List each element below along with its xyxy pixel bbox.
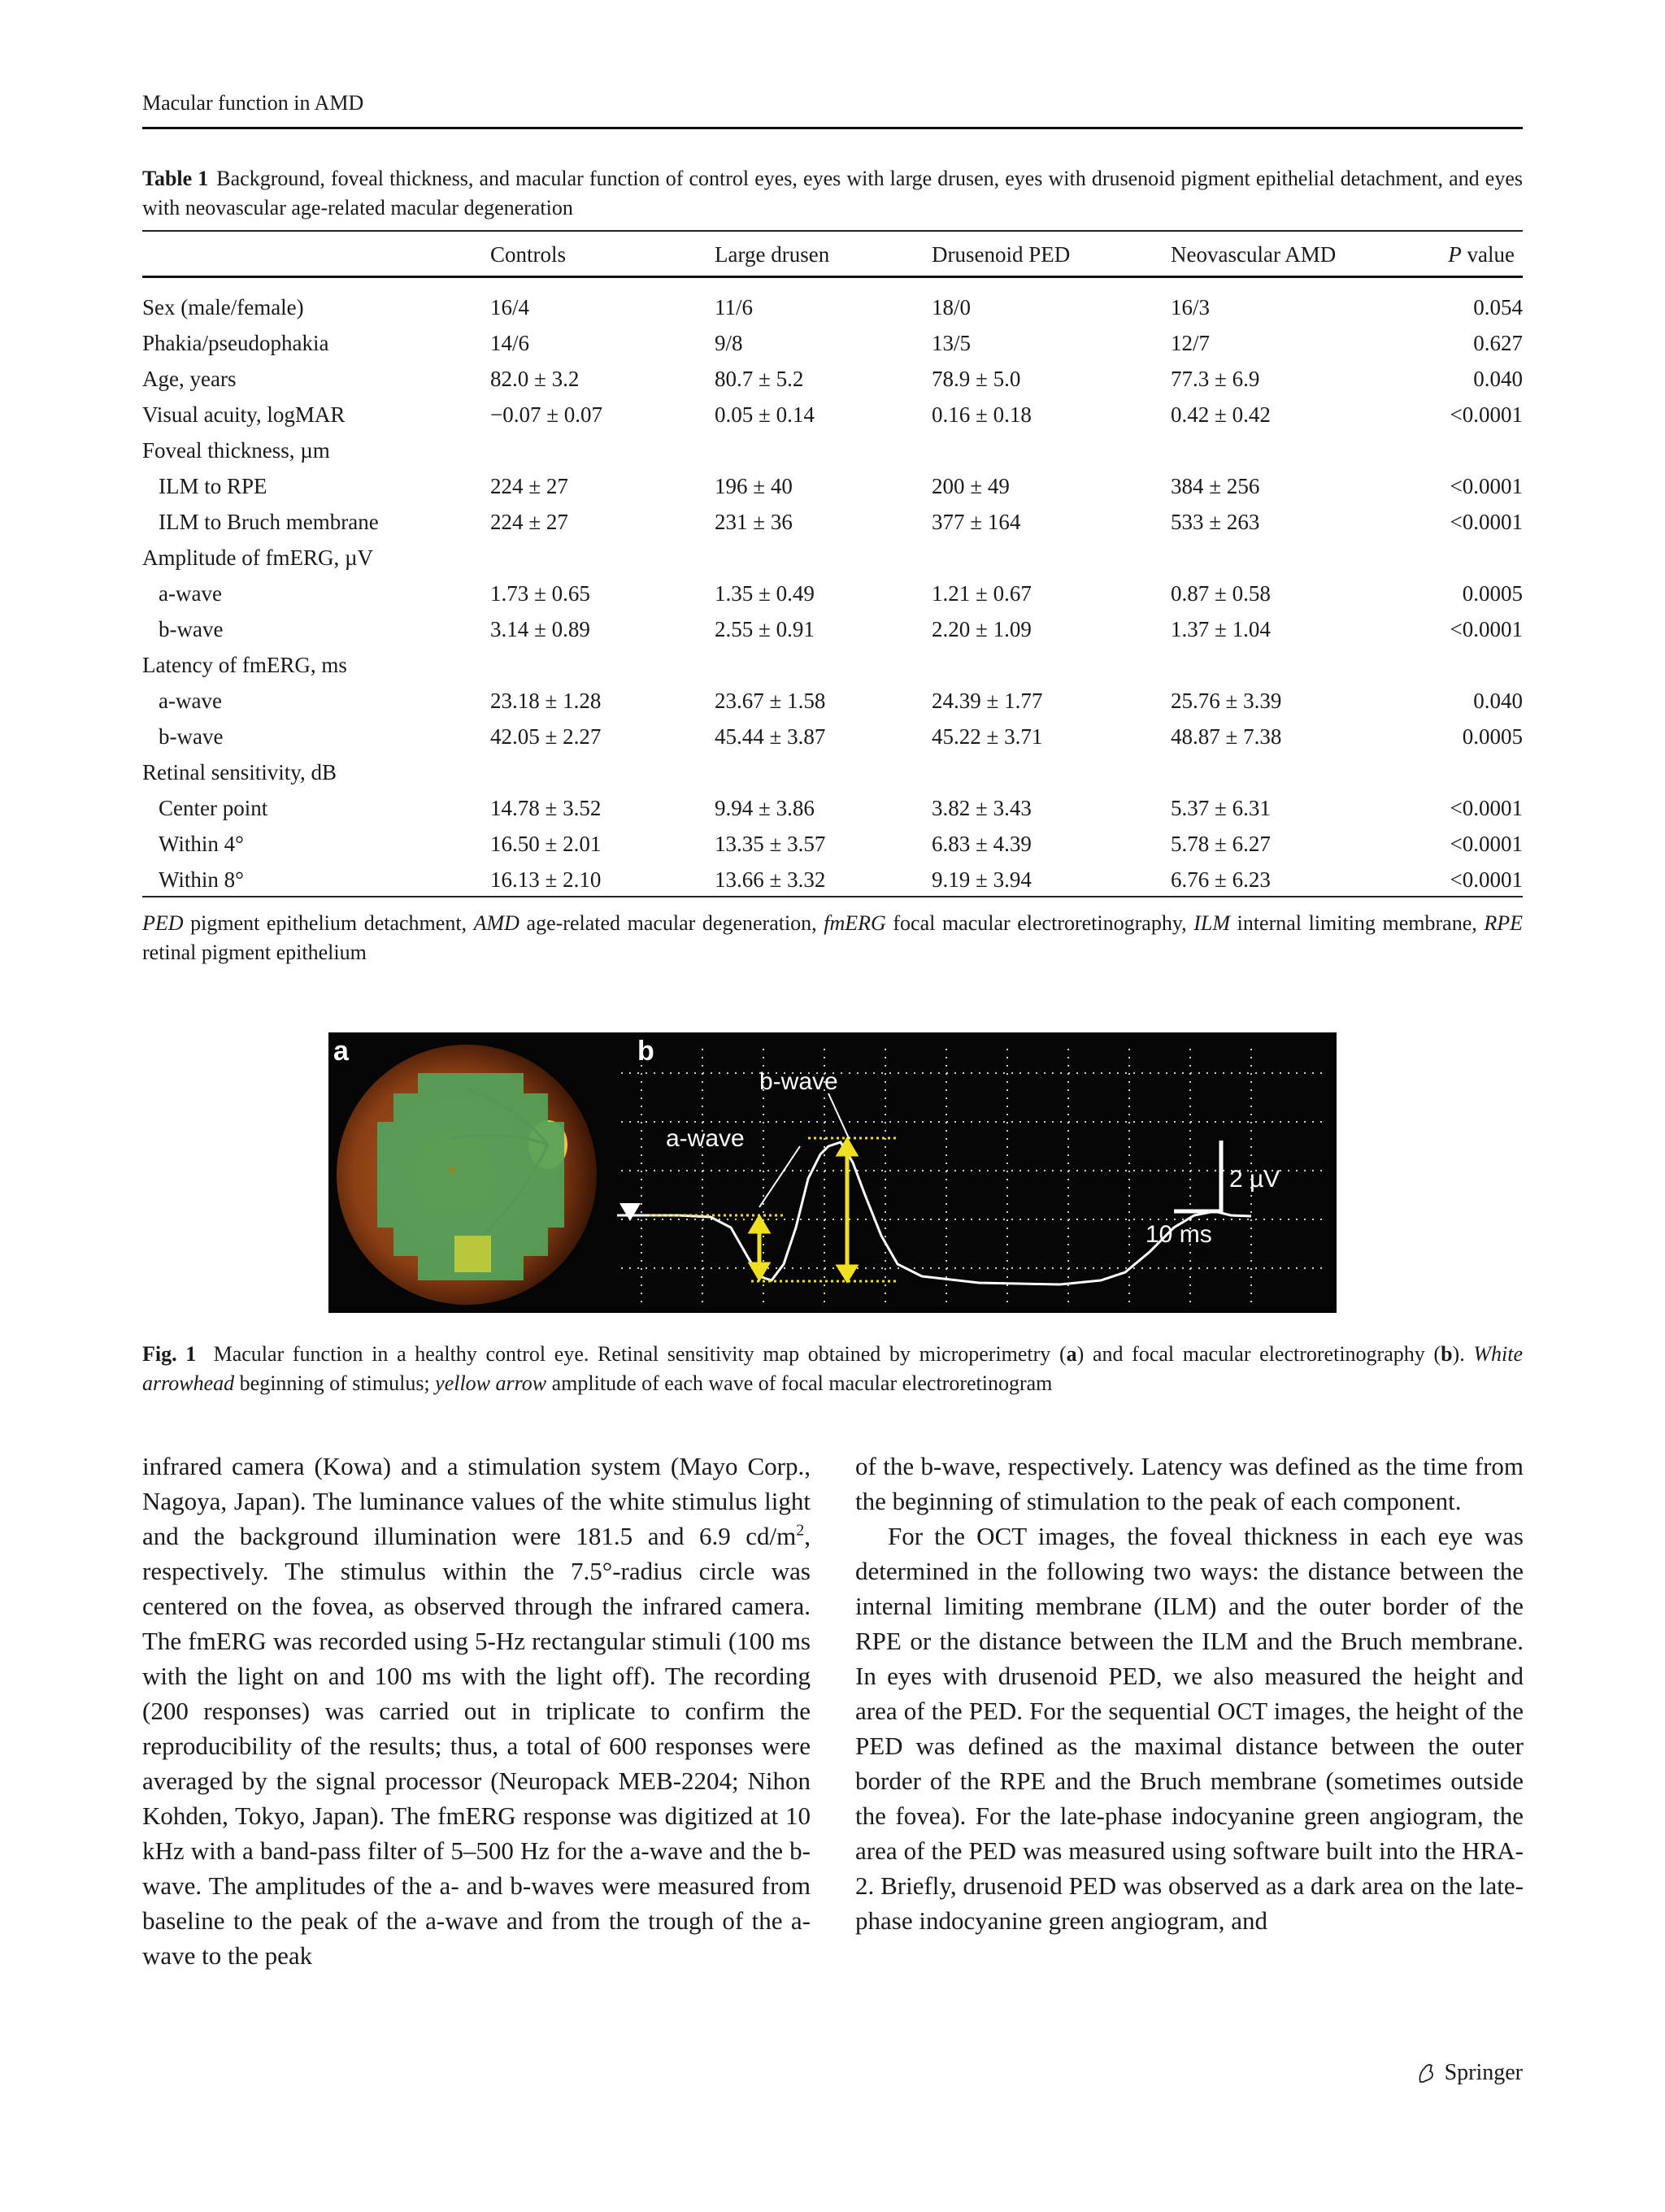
table-cell: 23.67 ± 1.58 bbox=[715, 688, 826, 713]
caption-panel-ref: a bbox=[1066, 1342, 1077, 1366]
caption-text: amplitude of each wave of focal macular electroretinogram bbox=[546, 1371, 1053, 1395]
table-caption bbox=[142, 164, 1523, 223]
table-cell bbox=[715, 432, 932, 468]
row-group-label: Foveal thickness, µm bbox=[142, 437, 330, 463]
table-cell: 2.55 ± 0.91 bbox=[715, 616, 815, 641]
header-cell: Drusenoid PED bbox=[932, 241, 1071, 267]
table-cell: 9.19 ± 3.94 bbox=[932, 867, 1032, 892]
table-cell: 0.42 ± 0.42 bbox=[1171, 402, 1271, 427]
table-cell bbox=[490, 754, 715, 790]
table-cell: 16/4 bbox=[490, 294, 530, 319]
table-cell: 11/6 bbox=[715, 294, 753, 319]
p-value-cell: <0.0001 bbox=[1450, 402, 1523, 427]
row-label: Center point bbox=[159, 795, 268, 820]
table-cell: 224 ± 27 bbox=[490, 509, 568, 534]
table-cell bbox=[490, 647, 715, 683]
table-cell: 3.82 ± 3.43 bbox=[932, 795, 1032, 820]
fundus-image bbox=[337, 1045, 597, 1305]
table-cell: 13.66 ± 3.32 bbox=[715, 867, 826, 892]
table-cell bbox=[490, 432, 715, 468]
abbr: ILM bbox=[1193, 911, 1231, 935]
paragraph: of the b-wave, respectively. Latency was defined as the time from the beginning of stimulation to the peak of each component. bbox=[855, 1452, 1524, 1515]
header-cell bbox=[142, 234, 490, 275]
table-cell: 377 ± 164 bbox=[932, 509, 1021, 534]
p-value-cell: <0.0001 bbox=[1450, 867, 1523, 892]
table-cell bbox=[715, 540, 932, 576]
p-value-cell bbox=[1390, 540, 1523, 576]
table-cell bbox=[1171, 432, 1390, 468]
p-value-cell: <0.0001 bbox=[1450, 616, 1523, 641]
abbr-def: age-related macular degeneration, bbox=[519, 911, 824, 935]
table-cell: 9/8 bbox=[715, 330, 743, 355]
figure-caption bbox=[142, 1340, 1523, 1398]
superscript: 2 bbox=[796, 1521, 805, 1540]
p-value-cell: 0.054 bbox=[1473, 294, 1523, 319]
springer-horse-icon bbox=[1414, 2061, 1438, 2085]
table-cell: 6.83 ± 4.39 bbox=[932, 831, 1032, 856]
panel-b-label: b bbox=[637, 1036, 654, 1067]
abbr-def: pigment epithelium detachment, bbox=[183, 911, 474, 935]
abbr: PED bbox=[142, 911, 184, 935]
header-cell: Neovascular AMD bbox=[1171, 241, 1337, 267]
row-label: Phakia/pseudophakia bbox=[142, 330, 329, 355]
table-row bbox=[142, 683, 1523, 719]
table-row bbox=[142, 647, 1523, 683]
table-row bbox=[142, 504, 1523, 540]
publisher-logo bbox=[1414, 2060, 1523, 2086]
row-label: Age, years bbox=[142, 366, 237, 391]
row-label: b-wave bbox=[159, 616, 224, 641]
row-label: a-wave bbox=[159, 688, 222, 713]
abbr-def: internal limiting membrane, bbox=[1230, 911, 1485, 935]
table-cell: 1.37 ± 1.04 bbox=[1171, 616, 1271, 641]
table-cell: 14.78 ± 3.52 bbox=[490, 795, 602, 820]
yellow-amplitude-arrows bbox=[751, 1141, 855, 1280]
running-head: Macular function in AMD bbox=[142, 91, 364, 115]
row-label: a-wave bbox=[159, 580, 222, 606]
table-row bbox=[142, 754, 1523, 790]
table-bottom-rule bbox=[142, 896, 1523, 897]
p-value-cell: 0.627 bbox=[1473, 330, 1523, 355]
table-footnote bbox=[142, 909, 1523, 967]
table-cell: 16.13 ± 2.10 bbox=[490, 867, 602, 892]
table-cell: 18/0 bbox=[932, 294, 972, 319]
header-cell: Large drusen bbox=[715, 241, 830, 267]
row-label: Visual acuity, logMAR bbox=[142, 402, 346, 427]
table-cell: −0.07 ± 0.07 bbox=[490, 402, 603, 427]
table-cell: 1.21 ± 0.67 bbox=[932, 580, 1032, 606]
stimulus-arrowhead bbox=[619, 1203, 641, 1221]
table-cell: 16.50 ± 2.01 bbox=[490, 831, 602, 856]
table-cell: 5.37 ± 6.31 bbox=[1171, 795, 1271, 820]
table-cell: 1.35 ± 0.49 bbox=[715, 580, 815, 606]
row-label: Sex (male/female) bbox=[142, 294, 304, 319]
table-row bbox=[142, 361, 1523, 397]
table-row bbox=[142, 790, 1523, 826]
caption-term: White arrowhead bbox=[142, 1342, 1524, 1395]
header-cell: Controls bbox=[490, 241, 567, 267]
table-row bbox=[142, 826, 1523, 862]
table-cell: 45.22 ± 3.71 bbox=[932, 724, 1043, 749]
table-cell: 48.87 ± 7.38 bbox=[1171, 724, 1282, 749]
p-value-cell bbox=[1390, 647, 1523, 683]
table-row bbox=[142, 289, 1523, 325]
caption-panel-ref: b bbox=[1441, 1342, 1453, 1366]
low-sensitivity-cell bbox=[454, 1236, 491, 1272]
table-cell bbox=[932, 540, 1171, 576]
table-row bbox=[142, 325, 1523, 361]
table-cell bbox=[932, 432, 1171, 468]
row-label: ILM to RPE bbox=[159, 473, 267, 498]
figure-graphic bbox=[328, 1032, 1337, 1313]
scale-amplitude: 2 µV bbox=[1229, 1166, 1280, 1193]
table-row bbox=[142, 611, 1523, 647]
table-cell bbox=[1171, 540, 1390, 576]
table-cell: 6.76 ± 6.23 bbox=[1171, 867, 1271, 892]
table-cell: 16/3 bbox=[1171, 294, 1211, 319]
table-top-rule bbox=[142, 230, 1523, 232]
table-cell: 0.16 ± 0.18 bbox=[932, 402, 1032, 427]
table-cell bbox=[932, 754, 1171, 790]
table-cell: 200 ± 49 bbox=[932, 473, 1010, 498]
row-group-label: Amplitude of fmERG, µV bbox=[142, 545, 374, 570]
abbr-def: retinal pigment epithelium bbox=[142, 941, 367, 964]
p-value-cell bbox=[1390, 754, 1523, 790]
table-row bbox=[142, 540, 1523, 576]
p-value-cell bbox=[1390, 432, 1523, 468]
table-cell bbox=[490, 540, 715, 576]
table-spacer-row bbox=[142, 275, 1523, 289]
paragraph bbox=[142, 1449, 811, 1973]
row-group-label: Retinal sensitivity, dB bbox=[142, 759, 337, 784]
b-wave-label: b-wave bbox=[759, 1068, 838, 1095]
figure-label: Fig. 1 bbox=[142, 1342, 197, 1366]
table-caption-text: Background, foveal thickness, and macular function of control eyes, eyes with large drusen, eyes with drusenoid pigment epithelial detachment, and eyes with neovascular age-related macular degeneration bbox=[142, 167, 1523, 219]
p-value-cell: <0.0001 bbox=[1450, 795, 1523, 820]
table-row bbox=[142, 862, 1523, 897]
paragraph-text: , respectively. The stimulus within the 7.5°-radius circle was centered on the fovea, as observed through the infrared camera. The fmERG was recorded using 5-Hz rectangular stimuli (100 ms with the light on and 100 ms with the light off). The recording (200 responses) was carried out in triplicate to confirm the reproducibility of the results; thus, a total of 600 responses were averaged by the signal processor (Neuropack MEB-2204; Nihon Kohden, Tokyo, Japan). The fmERG response was digitized at 10 kHz with a band-pass filter of 5–500 Hz for the a-wave and the b-wave. The amplitudes of the a- and b-waves were measured from baseline to the peak of the a-wave and from the trough of the a-wave to the peak bbox=[142, 1522, 811, 1970]
abbr-def: focal macular electroretinography, bbox=[885, 911, 1194, 935]
scale-bar bbox=[1174, 1141, 1223, 1213]
table-cell bbox=[1171, 647, 1390, 683]
data-table bbox=[142, 234, 1523, 897]
table-cell: 25.76 ± 3.39 bbox=[1171, 688, 1282, 713]
paragraph-text: infrared camera (Kowa) and a stimulation system (Mayo Corp., Nagoya, Japan). The luminance values of the white stimulus light and the background illumination were 181.5 and 6.9 cd/m bbox=[142, 1452, 811, 1550]
table-header-row bbox=[142, 234, 1523, 275]
panel-a-label: a bbox=[333, 1036, 349, 1067]
table-cell: 82.0 ± 3.2 bbox=[490, 366, 580, 391]
table-cell: 24.39 ± 1.77 bbox=[932, 688, 1043, 713]
table-cell: 1.73 ± 0.65 bbox=[490, 580, 590, 606]
p-value-cell: 0.0005 bbox=[1462, 580, 1523, 606]
abbr: RPE bbox=[1484, 911, 1523, 935]
table-row bbox=[142, 576, 1523, 611]
p-value-cell: <0.0001 bbox=[1450, 509, 1523, 534]
table-cell: 80.7 ± 5.2 bbox=[715, 366, 804, 391]
p-value-cell: <0.0001 bbox=[1450, 831, 1523, 856]
table-cell: 3.14 ± 0.89 bbox=[490, 616, 590, 641]
table-cell: 13/5 bbox=[932, 330, 972, 355]
caption-text: ). bbox=[1452, 1342, 1474, 1366]
table-cell bbox=[715, 754, 932, 790]
table-row bbox=[142, 432, 1523, 468]
table-cell: 77.3 ± 6.9 bbox=[1171, 366, 1260, 391]
a-wave-label: a-wave bbox=[666, 1125, 745, 1152]
abbr: fmERG bbox=[824, 911, 886, 935]
table-cell: 9.94 ± 3.86 bbox=[715, 795, 815, 820]
table-cell: 0.87 ± 0.58 bbox=[1171, 580, 1271, 606]
yellow-dotted-guides bbox=[650, 1138, 898, 1281]
abbr: AMD bbox=[473, 911, 519, 935]
scale-time: 10 ms bbox=[1146, 1221, 1212, 1248]
p-value-cell: 0.0005 bbox=[1462, 724, 1523, 749]
table-cell: 0.05 ± 0.14 bbox=[715, 402, 815, 427]
row-group-label: Latency of fmERG, ms bbox=[142, 652, 347, 677]
caption-text: beginning of stimulus; bbox=[234, 1371, 436, 1395]
table-cell: 13.35 ± 3.57 bbox=[715, 831, 826, 856]
table-cell: 5.78 ± 6.27 bbox=[1171, 831, 1271, 856]
table-row bbox=[142, 719, 1523, 754]
table-cell: 78.9 ± 5.0 bbox=[932, 366, 1021, 391]
p-symbol: P bbox=[1448, 241, 1462, 267]
table-cell: 196 ± 40 bbox=[715, 473, 793, 498]
value-word: value bbox=[1467, 241, 1515, 267]
header-cell-p-value bbox=[1390, 234, 1523, 275]
table-label: Table 1 bbox=[142, 167, 209, 190]
table-cell: 42.05 ± 2.27 bbox=[490, 724, 602, 749]
table-cell bbox=[1171, 754, 1390, 790]
caption-text: ) and focal macular electroretinography ( bbox=[1076, 1342, 1441, 1366]
erg-trace bbox=[617, 1142, 1251, 1284]
row-label: ILM to Bruch membrane bbox=[159, 509, 379, 534]
p-value-cell: 0.040 bbox=[1473, 688, 1523, 713]
table-cell: 224 ± 27 bbox=[490, 473, 568, 498]
table-cell: 14/6 bbox=[490, 330, 530, 355]
table-cell: 2.20 ± 1.09 bbox=[932, 616, 1032, 641]
body-column-right bbox=[855, 1449, 1524, 1938]
p-value-cell: 0.040 bbox=[1473, 366, 1523, 391]
row-label: Within 4° bbox=[159, 831, 244, 856]
publisher-name: Springer bbox=[1444, 2060, 1523, 2085]
caption-term: yellow arrow bbox=[435, 1371, 547, 1395]
body-column-left bbox=[142, 1449, 811, 1973]
caption-text: Macular function in a healthy control eye. Retinal sensitivity map obtained by microperimetry ( bbox=[213, 1342, 1067, 1366]
table-cell: 23.18 ± 1.28 bbox=[490, 688, 602, 713]
row-label: Within 8° bbox=[159, 867, 244, 892]
row-label: b-wave bbox=[159, 724, 224, 749]
p-value-cell: <0.0001 bbox=[1450, 473, 1523, 498]
paragraph: For the OCT images, the foveal thickness in each eye was determined in the following two ways: the distance between the internal limiting membrane (ILM) and the outer border of the RPE or the distance between the ILM and the Bruch membrane. In eyes with drusenoid PED, we also measured the height and area of the PED. For the sequential OCT images, the height of the PED was defined as the maximal distance between the outer border of the RPE and the Bruch membrane (sometimes outside the fovea). For the late-phase indocyanine green angiogram, the area of the PED was measured using software built into the HRA-2. Briefly, drusenoid PED was observed as a dark area on the late-phase indocyanine green angiogram, and bbox=[855, 1522, 1524, 1935]
figure-1 bbox=[328, 1032, 1337, 1313]
table-row bbox=[142, 397, 1523, 432]
table-cell: 45.44 ± 3.87 bbox=[715, 724, 826, 749]
table-cell bbox=[715, 647, 932, 683]
header-rule bbox=[142, 127, 1523, 129]
table-row bbox=[142, 468, 1523, 504]
table-cell: 384 ± 256 bbox=[1171, 473, 1260, 498]
table-cell: 231 ± 36 bbox=[715, 509, 793, 534]
table-cell bbox=[932, 647, 1171, 683]
table-cell: 533 ± 263 bbox=[1171, 509, 1260, 534]
table-cell: 12/7 bbox=[1171, 330, 1211, 355]
